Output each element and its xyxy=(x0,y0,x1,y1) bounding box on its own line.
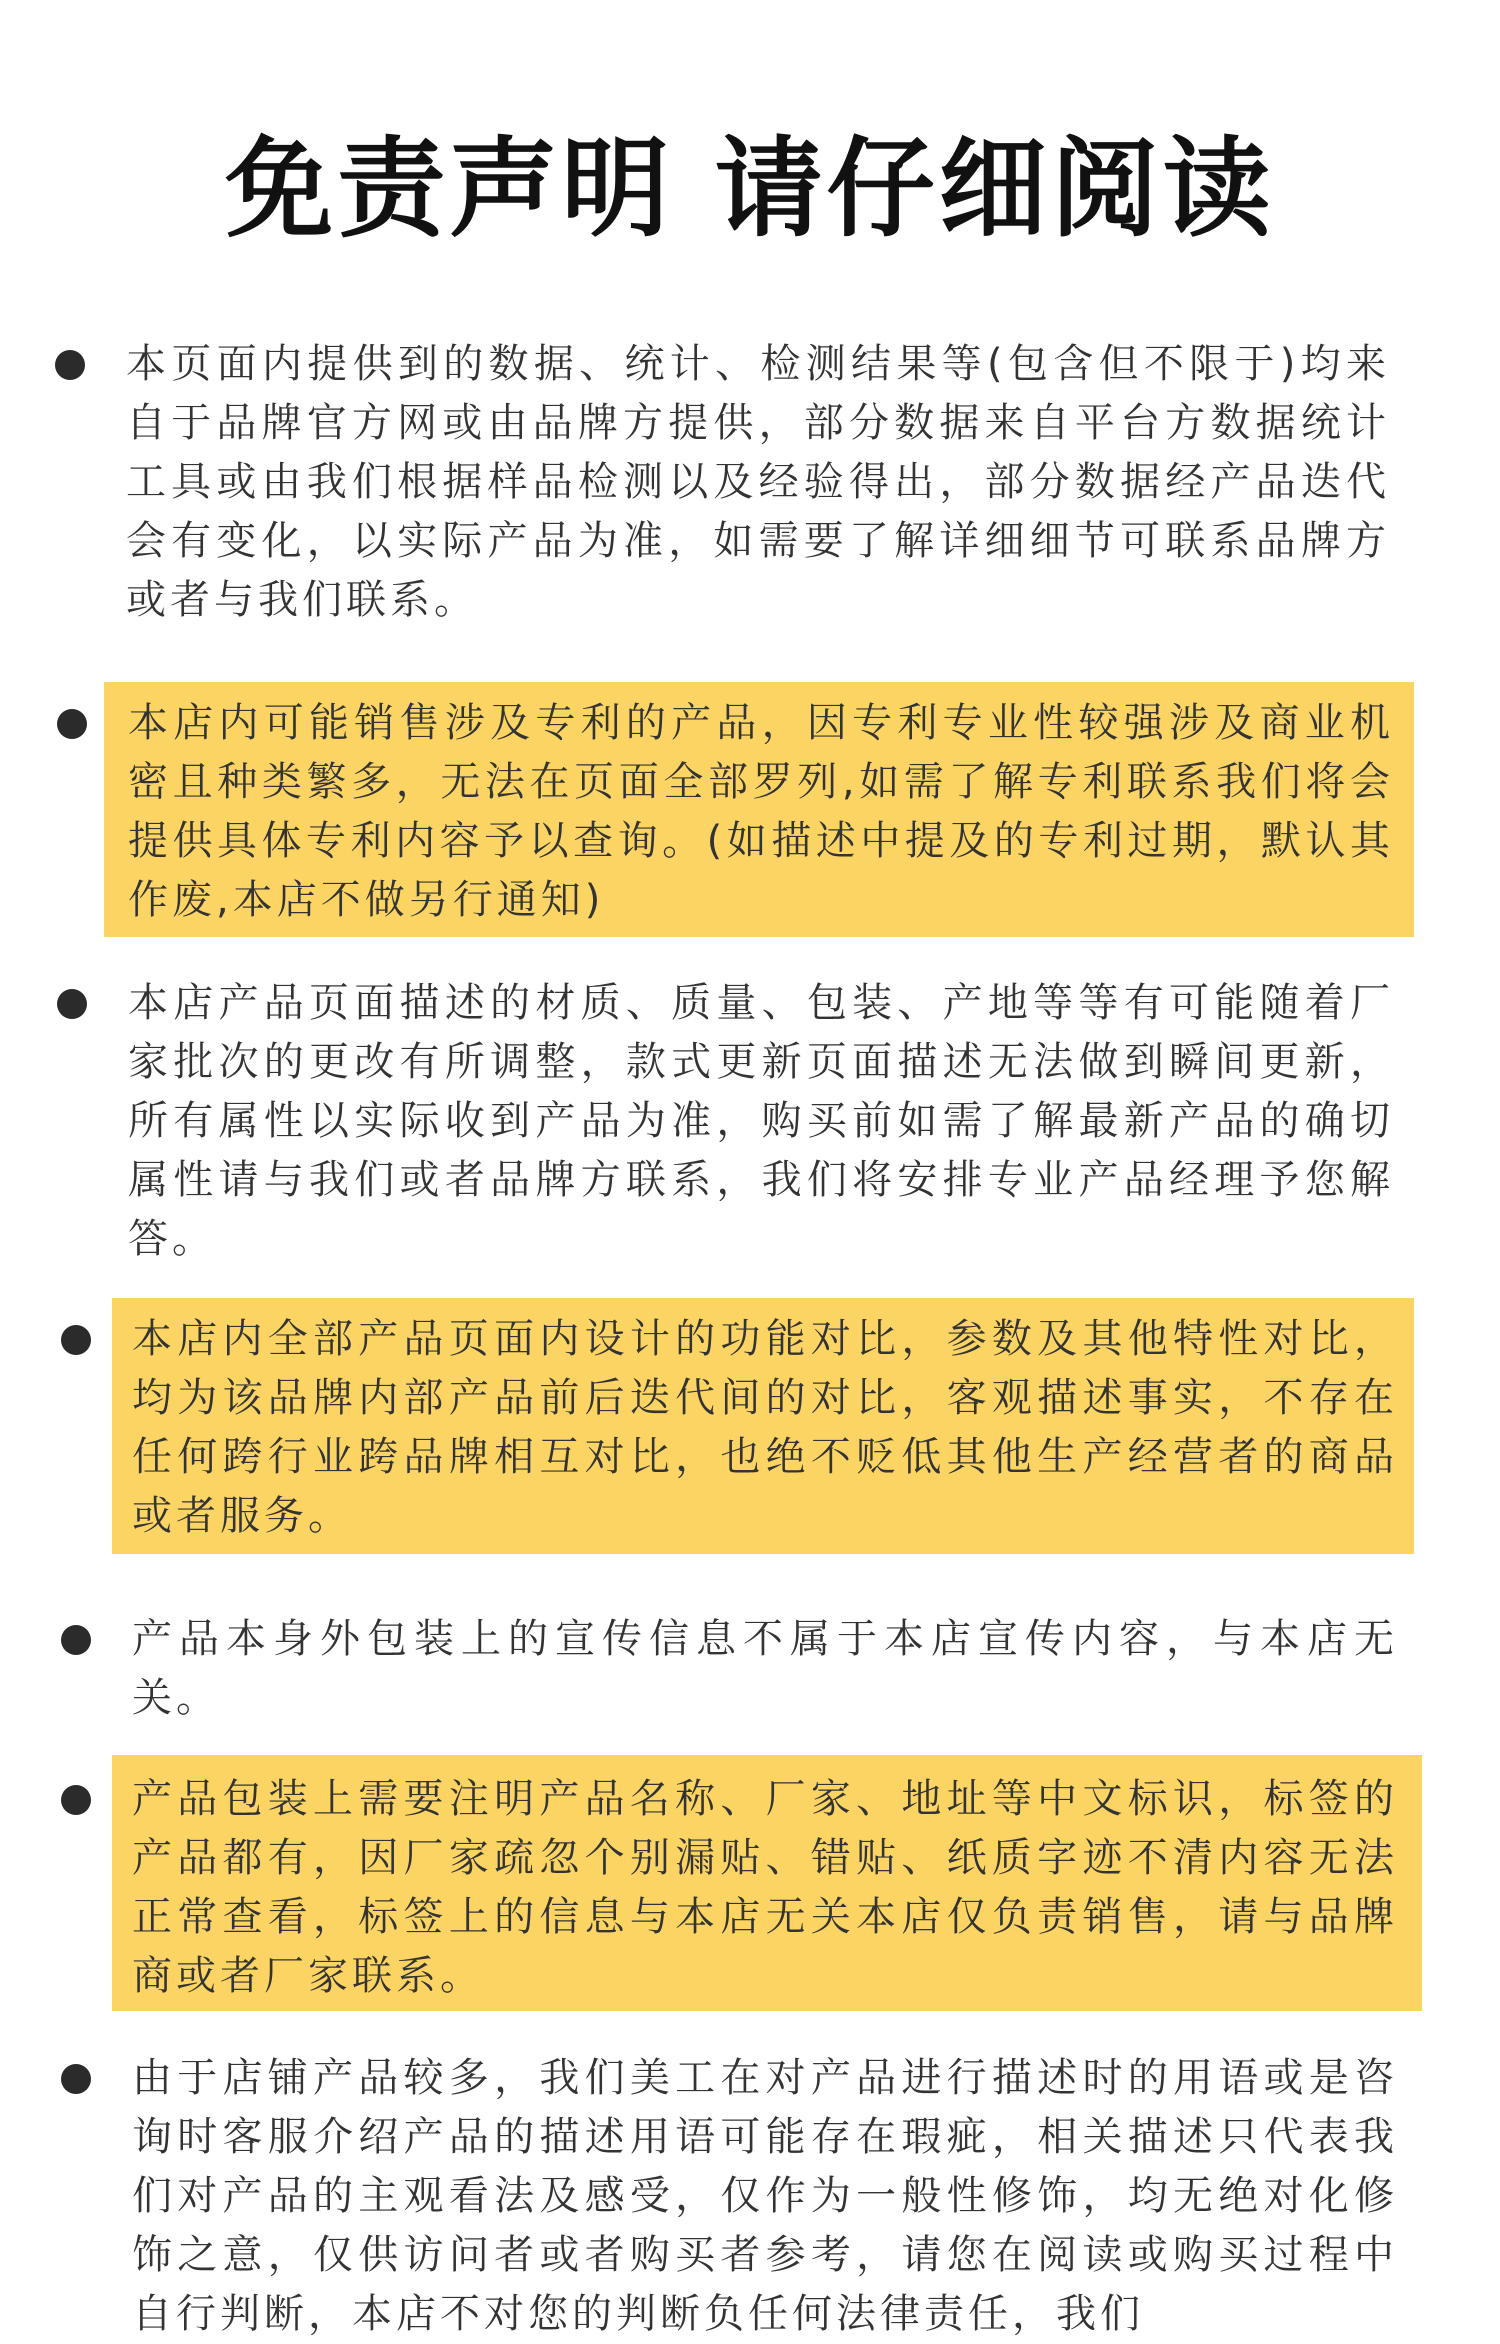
disclaimer-text: 本店内全部产品页面内设计的功能对比，参数及其他特性对比，均为该品牌内部产品前后迭代间的对比，客观描述事实，不存在任何跨行业跨品牌相互对比，也绝不贬低其他生产经营者的商品或者服务。 xyxy=(132,1316,1398,1539)
disclaimer-text: 本页面内提供到的数据、统计、检测结果等(包含但不限于)均来自于品牌官方网或由品牌方提供，部分数据来自平台方数据统计工具或由我们根据样品检测以及经验得出，部分数据经产品迭代会有变化，以实际产品为准，如需要了解详细细节可联系品牌方或者与我们联系。 xyxy=(126,341,1390,623)
bullet-dot-icon xyxy=(61,2064,91,2094)
bullet-dot-icon xyxy=(61,1625,91,1655)
disclaimer-text: 本店内可能销售涉及专利的产品，因专利专业性较强涉及商业机密且种类繁多，无法在页面全部罗列,如需了解专利联系我们将会提供具体专利内容予以查询。(如描述中提及的专利过期，默认其作废,本店不做另行通知) xyxy=(128,700,1394,923)
disclaimer-text: 产品包装上需要注明产品名称、厂家、地址等中文标识，标签的产品都有，因厂家疏忽个别漏贴、错贴、纸质字迹不清内容无法正常查看，标签上的信息与本店无关本店仅负责销售，请与品牌商或者厂家联系。 xyxy=(132,1776,1398,1999)
bullet-dot-icon xyxy=(57,989,87,1019)
bullet-dot-icon xyxy=(61,1325,91,1355)
disclaimer-text: 本店产品页面描述的材质、质量、包装、产地等等有可能随着厂家批次的更改有所调整，款式更新页面描述无法做到瞬间更新，所有属性以实际收到产品为准，购买前如需了解最新产品的确切属性请与我们或者品牌方联系，我们将安排专业产品经理予您解答。 xyxy=(128,980,1394,1262)
bullet-dot-icon xyxy=(61,1785,91,1815)
page-title: 免责声明 请仔细阅读 xyxy=(225,127,1275,252)
disclaimer-text: 产品本身外包装上的宣传信息不属于本店宣传内容，与本店无关。 xyxy=(132,1616,1398,1721)
bullet-dot-icon xyxy=(55,350,85,380)
disclaimer-text: 由于店铺产品较多，我们美工在对产品进行描述时的用语或是咨询时客服介绍产品的描述用语可能存在瑕疵，相关描述只代表我们对产品的主观看法及感受，仅作为一般性修饰，均无绝对化修饰之意，仅供访问者或者购买者参考，请您在阅读或购买过程中自行判断，本店不对您的判断负任何法律责任，我们 xyxy=(132,2055,1398,2337)
bullet-dot-icon xyxy=(57,709,87,739)
